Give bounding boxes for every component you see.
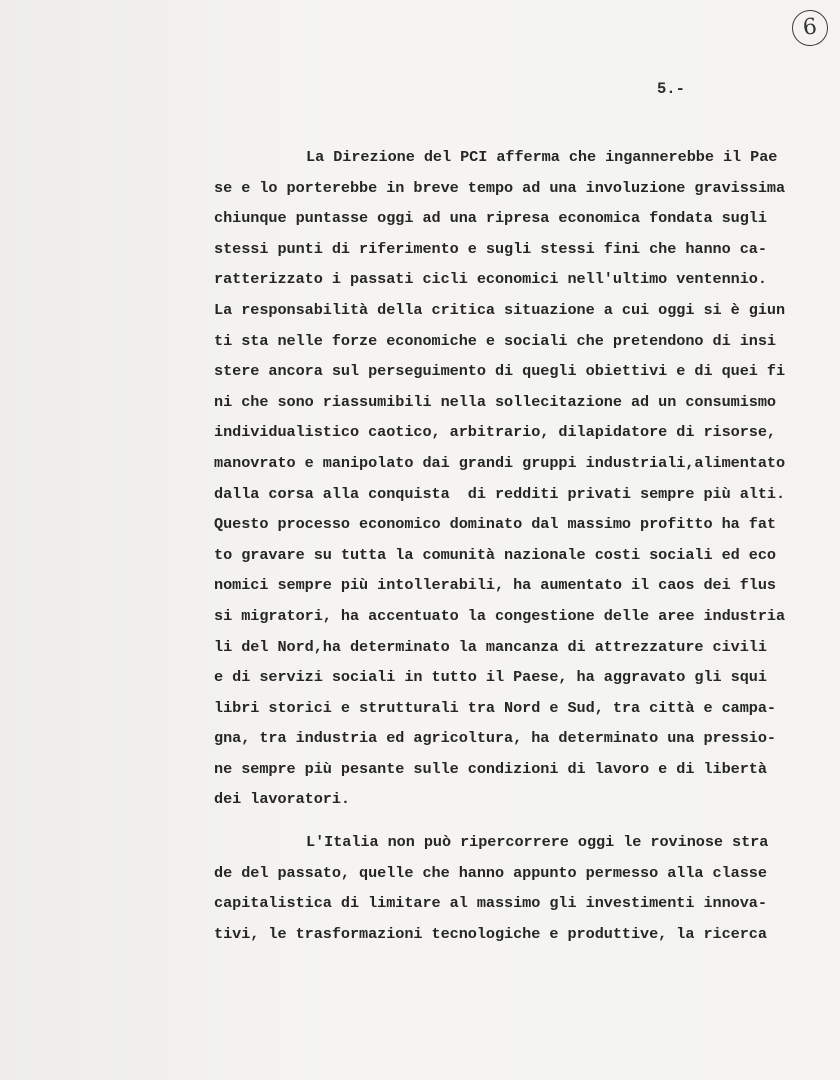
text-line: ni che sono riassumibili nella sollecitazione ad un consumismo <box>214 392 776 411</box>
text-line: tivi, le trasformazioni tecnologiche e produttive, la ricerca <box>214 924 767 943</box>
text-line: to gravare su tutta la comunità nazionale costi sociali ed eco <box>214 545 776 564</box>
page-number: 5.- <box>657 80 685 98</box>
text-line: ratterizzato i passati cicli economici nell'ultimo ventennio. <box>214 270 767 289</box>
paragraph-1 <box>214 142 826 815</box>
text-line: gna, tra industria ed agricoltura, ha determinato una pressio- <box>214 729 776 748</box>
text-line: La Direzione del PCI afferma che ingannerebbe il Pae <box>306 148 778 166</box>
text-line: li del Nord,ha determinato la mancanza di attrezzature civili <box>214 637 767 656</box>
circled-page-label: 6 <box>790 8 830 48</box>
text-line: si migratori, ha accentuato la congestione delle aree industria <box>214 606 786 625</box>
text-line: chiunque puntasse oggi ad una ripresa economica fondata sugli <box>214 209 767 228</box>
text-line: dalla corsa alla conquista di redditi privati sempre più alti. <box>214 484 786 503</box>
text-line: ne sempre più pesante sulle condizioni di lavoro e di libertà <box>214 759 767 778</box>
text-line: Questo processo economico dominato dal massimo profitto ha fat <box>214 515 776 534</box>
text-line: individualistico caotico, arbitrario, dilapidatore di risorse, <box>214 423 776 442</box>
text-line: capitalistica di limitare al massimo gli investimenti innova- <box>214 894 767 913</box>
text-line: nomici sempre più intollerabili, ha aumentato il caos dei flus <box>214 576 776 595</box>
paragraph-gap <box>214 815 826 827</box>
text-line: manovrato e manipolato dai grandi gruppi industriali,alimentato <box>214 453 786 472</box>
body-text <box>214 142 826 949</box>
text-line: dei lavoratori. <box>214 790 350 809</box>
paragraph-2 <box>214 827 826 949</box>
text-line: e di servizi sociali in tutto il Paese, ha aggravato gli squi <box>214 668 767 687</box>
text-line: La responsabilità della critica situazione a cui oggi si è giun <box>214 300 786 319</box>
text-line: stere ancora sul perseguimento di quegli obiettivi e di quei fi <box>214 362 786 381</box>
text-line: se e lo porterebbe in breve tempo ad una involuzione gravissima <box>214 178 786 197</box>
text-line: ti sta nelle forze economiche e sociali che pretendono di insi <box>214 331 776 350</box>
text-line: stessi punti di riferimento e sugli stessi fini che hanno ca- <box>214 239 767 258</box>
text-line: libri storici e strutturali tra Nord e Sud, tra città e campa- <box>214 698 776 717</box>
text-line: L'Italia non può ripercorrere oggi le rovinose stra <box>306 833 769 852</box>
text-line: de del passato, quelle che hanno appunto permesso alla classe <box>214 863 767 882</box>
